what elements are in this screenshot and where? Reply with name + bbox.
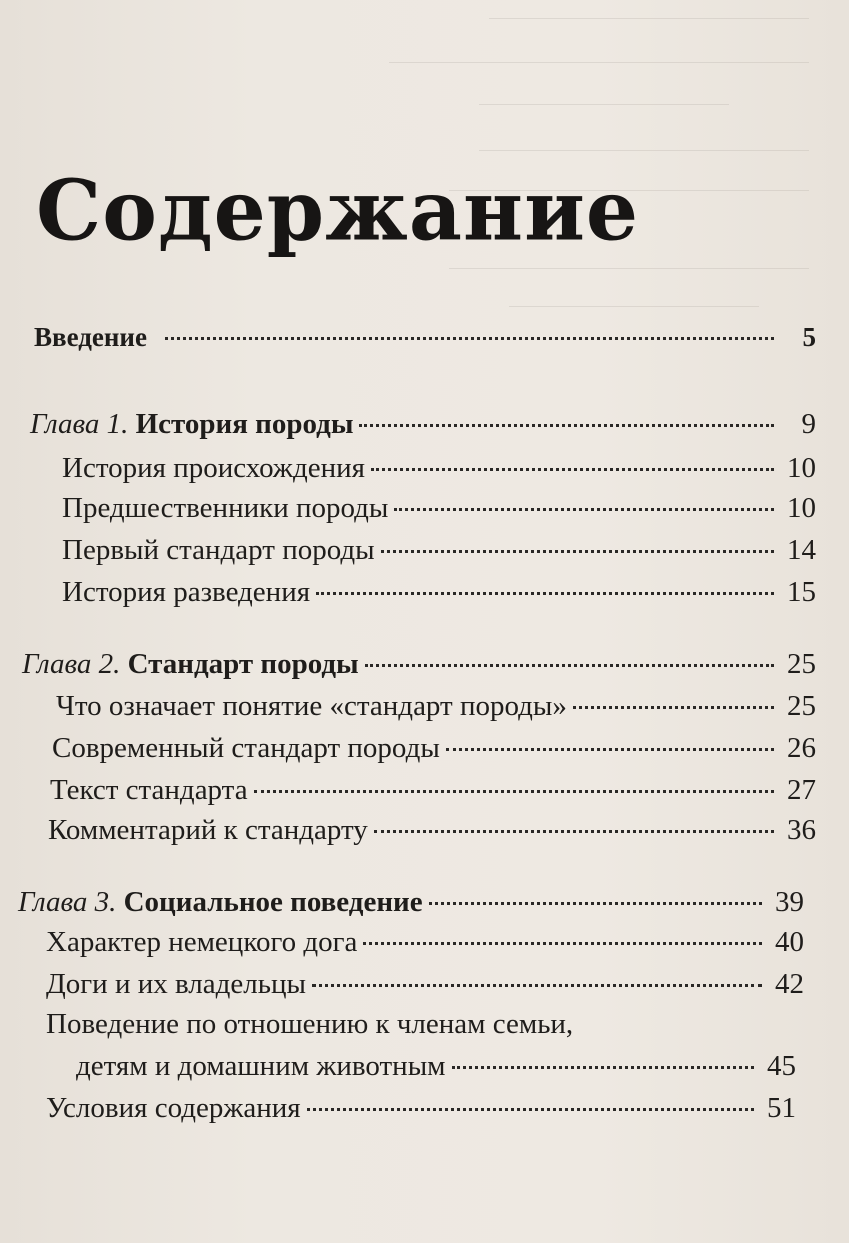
entry-page: 39	[775, 886, 804, 918]
dot-leader	[365, 664, 774, 667]
entry-label: Что означает понятие «стандарт породы»	[56, 690, 567, 722]
entry-page: 9	[801, 408, 816, 440]
entry-label: История происхождения	[62, 452, 365, 484]
entry-label: Введение	[34, 322, 147, 352]
entry-label: Предшественники породы	[62, 492, 389, 524]
toc-entry[interactable]	[46, 926, 804, 959]
chapter-prefix: Глава 2.	[22, 648, 121, 680]
dot-leader	[363, 942, 762, 945]
entry-label: Характер немецкого дога	[46, 926, 358, 958]
entry-label: детям и домашним животным	[76, 1050, 446, 1082]
toc-entry[interactable]	[62, 492, 816, 525]
chapter-name: Стандарт породы	[127, 648, 359, 680]
toc-entry[interactable]	[52, 732, 816, 765]
entry-label: Современный стандарт породы	[52, 732, 440, 764]
chapter-heading	[30, 408, 353, 441]
dot-leader	[371, 468, 774, 471]
entry-label: Текст стандарта	[50, 774, 248, 806]
toc-entry-intro[interactable]	[34, 322, 816, 353]
dot-leader	[316, 592, 774, 595]
chapter-heading	[22, 648, 359, 681]
toc-entry[interactable]	[56, 690, 816, 723]
entry-page: 25	[787, 690, 816, 722]
page-title: Содержание	[36, 162, 640, 260]
entry-label: Комментарий к стандарту	[48, 814, 368, 846]
dot-leader	[394, 508, 774, 511]
toc-entry[interactable]	[48, 814, 816, 847]
entry-label: История разведения	[62, 576, 311, 608]
chapter-name: История породы	[135, 408, 354, 440]
toc-entry[interactable]	[62, 576, 816, 609]
toc-entry[interactable]	[62, 452, 816, 485]
dot-leader	[452, 1066, 754, 1069]
entry-page: 51	[767, 1092, 796, 1124]
toc-chapter-2[interactable]	[22, 648, 816, 681]
toc-entry[interactable]	[62, 534, 816, 567]
entry-label: Первый стандарт породы	[62, 534, 375, 566]
dot-leader	[165, 337, 774, 340]
dot-leader	[381, 550, 774, 553]
entry-page: 15	[787, 576, 816, 608]
dot-leader	[429, 902, 762, 905]
entry-page: 36	[787, 814, 816, 846]
toc-entry[interactable]	[46, 968, 804, 1001]
chapter-heading	[18, 886, 423, 919]
entry-page: 14	[787, 534, 816, 566]
toc-chapter-1[interactable]	[30, 408, 816, 441]
toc-chapter-3[interactable]	[18, 886, 804, 919]
entry-label: Условия содержания	[46, 1092, 301, 1124]
chapter-prefix: Глава 3.	[18, 886, 117, 918]
toc-entry[interactable]	[46, 1092, 796, 1125]
entry-page: 42	[775, 968, 804, 1000]
dot-leader	[374, 830, 774, 833]
dot-leader	[446, 748, 774, 751]
entry-label: Доги и их владельцы	[46, 968, 306, 1000]
entry-page: 40	[775, 926, 804, 958]
dot-leader	[573, 706, 774, 709]
dot-leader	[307, 1108, 754, 1111]
entry-page: 10	[787, 492, 816, 524]
entry-page: 10	[787, 452, 816, 484]
entry-page: 45	[767, 1050, 796, 1082]
entry-page: 26	[787, 732, 816, 764]
entry-page: 25	[787, 648, 816, 680]
chapter-prefix: Глава 1.	[30, 408, 129, 440]
dot-leader	[254, 790, 774, 793]
toc-entry-line-1: Поведение по отношению к членам семьи,	[46, 1008, 574, 1040]
chapter-name: Социальное поведение	[123, 886, 423, 918]
entry-page: 27	[787, 774, 816, 806]
entry-page: 5	[802, 322, 816, 352]
toc-entry[interactable]	[76, 1050, 796, 1083]
dot-leader	[312, 984, 762, 987]
dot-leader	[359, 424, 774, 427]
toc-entry[interactable]	[50, 774, 816, 807]
